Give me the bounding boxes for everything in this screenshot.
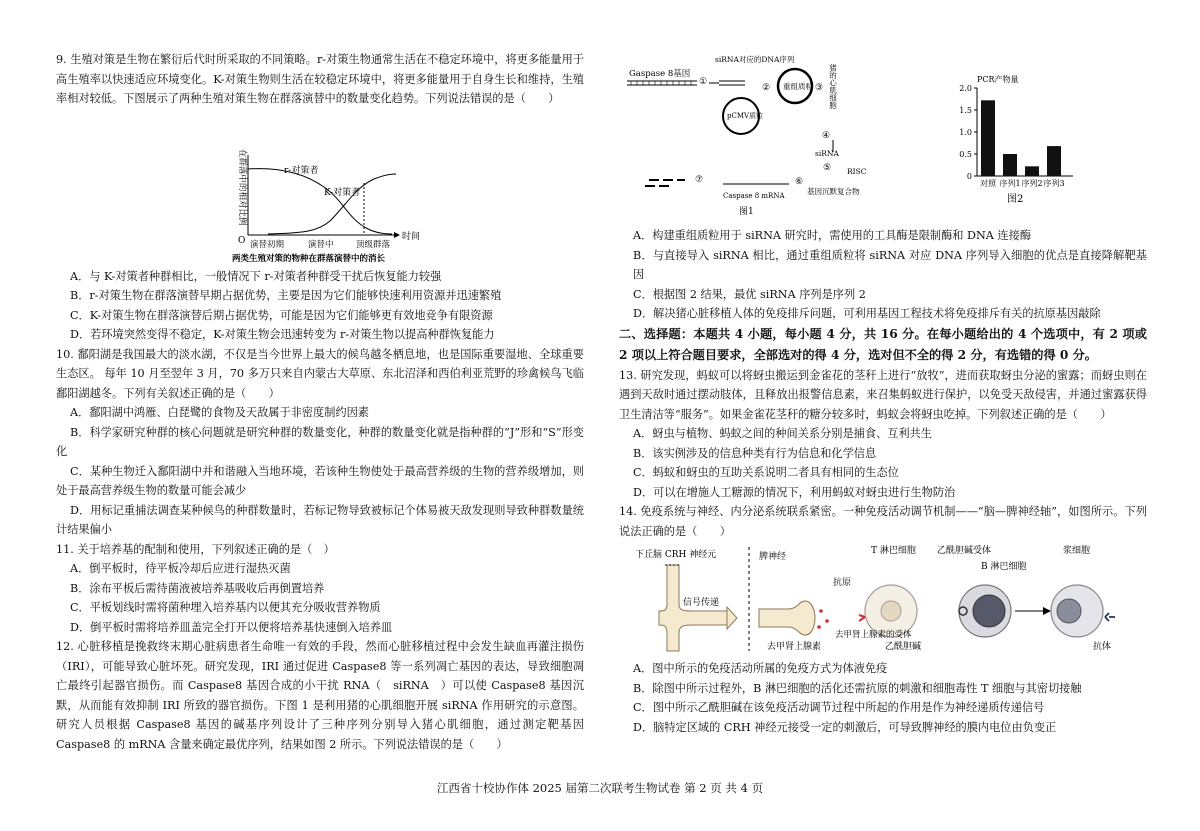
- q11-option-d: D．倒平板时需将培养皿盖完全打开以便将培养基快速倒入培养皿: [70, 620, 393, 634]
- q12-stem: 12. 心脏移植是挽救终末期心脏病患者生命唯一有效的手段，然而心脏移植过程中会发生缺血再灌注损伤（IRI），可能导致心脏坏死。研究发现，IRI 通过促进 Caspase8 等一系列凋亡基因的表达，导致细胞凋亡最终引起器官损伤。而 Caspase8 基因合成的小干扰 RNA（ siRNA ）可以使 Caspase8 基因沉默，从而能有效抑制 IRI 所致的器官损伤。下图 1 是利用猪的心肌细胞开展 siRNA 作用研究的示意图。研究人员根据 Caspase8 基因的碱基序列设计了三种序列分别导入猪心肌细胞，通过测定靶基因 Caspase8 的 mRNA 含量来确定最优序列，结果如图 2 所示。下列说法错误的是（ ）: [56, 640, 584, 751]
- q14-brain-spleen-axis-figure: [619, 541, 1147, 659]
- q10-stem: 10. 鄱阳湖是我国最大的淡水湖，不仅是当今世界上最大的候鸟越冬栖息地，也是国际重要湿地、全球重要生态区。 每年 10 月至翌年 3 月，70 多万只来自内蒙古大草原、东北沼泽和西伯利亚荒野的珍禽候鸟飞临鄱阳湖越冬。下列有关叙述正确的是（ ）: [56, 347, 584, 400]
- q11-option-c: C．平板划线时需将菌种埋入培养基内以便其充分吸收营养物质: [70, 601, 381, 614]
- q11-option-b: B．涂布平板后需待菌液被培养基吸收后再倒置培养: [70, 581, 325, 595]
- fig1-sirna: siRNA: [815, 149, 839, 158]
- fig1-pcmv: pCMV质粒: [727, 112, 764, 120]
- antibody-icon: [1105, 613, 1115, 621]
- fig2-bar: [1047, 146, 1061, 176]
- fig14-bcell: B 淋巴细胞: [981, 562, 1027, 572]
- fig14-plasma: 浆细胞: [1063, 546, 1091, 556]
- q13-stem: 13. 研究发现，蚂蚁可以将蚜虫搬运到金雀花的茎秆上进行“放牧”，进而获取蚜虫分泌的蜜露；而蚜虫则在遇到天敌时通过摆动肢体，且释放出报警信息素，来召集蚂蚁进行保护，以免受天敌侵害，并通过蜜露获得卫生清洁等“服务”。如果金雀花茎秆的糖分较多时，蚂蚁会将蚜虫吃掉。下列叙述正确的是（ ）: [619, 368, 1147, 421]
- step-3: ③: [815, 83, 824, 93]
- fig2-y-tick-label: 0: [966, 172, 972, 181]
- ne-molecule: [825, 619, 829, 623]
- left-column: [56, 50, 584, 754]
- ne-molecule: [817, 625, 821, 629]
- q12-fig2-bar-chart: [949, 72, 1079, 222]
- q14-option-b: B．除图中所示过程外，B 淋巴细胞的活化还需抗原的刺激和细胞毒性 T 细胞与其密切接触: [633, 681, 1082, 695]
- ne-molecule: [819, 609, 823, 613]
- q11-stem: 11. 关于培养基的配制和使用，下列叙述正确的是（ ）: [56, 542, 335, 556]
- fig14-signal: 信号传递: [683, 598, 720, 608]
- fig2-y-tick-label: 1.0: [959, 128, 972, 137]
- q10-option-c: C．某种生物迁入鄱阳湖中并和谐融入当地环境，若该种生物使处于最高营养级的生物的营养级增加，则处于最高营养级生物的数量可能会减少: [56, 464, 584, 497]
- crh-neuron-axon: [659, 565, 729, 651]
- q12-option-d: D．解决猪心脏移植人体的免疫排斥问题，可利用基因工程技术将免疫排斥有关的抗原基因敲除: [633, 307, 1101, 320]
- q14-option-c: C．图中所示乙酰胆碱在该免疫活动调节过程中所起的作用是作为神经递质传递信号: [633, 701, 1045, 714]
- fig14-ach: 乙酰胆碱: [885, 642, 922, 652]
- fig14-spleen: 脾神经: [759, 552, 787, 562]
- fig2-bar: [1003, 154, 1017, 176]
- q9-option-a: A．与 K-对策者种群相比，一般情况下 r-对策者种群受干扰后恢复能力较强: [70, 269, 442, 283]
- fig2-category-label: 序列2: [1021, 179, 1043, 188]
- fig2-y-tick-label: 2.0: [959, 84, 972, 93]
- page-footer: 江西省十校协作体 2025 届第二次联考生物试卷 第 2 页 共 4 页: [436, 781, 764, 795]
- step-5: ⑤: [823, 163, 832, 173]
- q9-option-d: D．若环境突然变得不稳定，K-对策生物会迅速转变为 r-对策生物以提高种群恢复能力: [70, 328, 495, 341]
- q9-stem: 9. 生殖对策是生物在繁衍后代时所采取的不同策略。r-对策生物通常生活在不稳定环境中，将更多能量用于高生殖率以快速适应环境变化。K-对策生物则生活在较稳定环境中，将更多能量用于自身生长和维持，生殖率相对较低。下图展示了两种生殖对策生物在群落演替中的数量变化趋势。下列说法错误的是（ ）: [56, 53, 584, 105]
- stage-climax: 顶级群落: [356, 239, 391, 250]
- q11-option-a: A．倒平板时，待平板冷却后应进行湿热灭菌: [70, 562, 291, 575]
- q13-option-a: A．蚜虫与植物、蚂蚁之间的种间关系分别是捕食、互利共生: [633, 427, 932, 440]
- q9-origin: O: [238, 235, 246, 246]
- stage-early: 演替初期: [250, 239, 285, 250]
- fig14-ach-receptor: 乙酰胆碱受体: [937, 546, 992, 556]
- q12-option-a: A．构建重组质粒用于 siRNA 研究时，需使用的工具酶是限制酶和 DNA 连接酶: [633, 229, 1032, 242]
- fig1-cells: 猪的心肌细胞: [828, 64, 838, 109]
- step-2: ②: [762, 83, 771, 93]
- fig1-dna-seq: siRNA对应的DNA序列: [715, 55, 795, 64]
- fig1-mrna: Caspase 8 mRNA: [723, 192, 785, 200]
- q13-option-d: D．可以在增施人工糖源的情况下，利用蚂蚁对蚜虫进行生物防治: [633, 485, 956, 499]
- stage-mid: 演替中: [308, 239, 334, 250]
- q13-option-b: B．该实例涉及的信息种类有行为信息和化学信息: [633, 446, 877, 460]
- degraded-mrna-fragments: [645, 180, 685, 186]
- right-column: [619, 54, 1147, 737]
- k-strategist-curve: [268, 174, 396, 234]
- fig1-recomb: 重组质粒: [783, 82, 813, 91]
- step-6: ⑥: [795, 177, 804, 187]
- k-label: K-对策者: [324, 187, 361, 198]
- q14-stem: 14. 免疫系统与神经、内分泌系统联系紧密。一种免疫活动调节机制——“脑—脾神经轴”，如图所示。下列说法正确的是（ ）: [619, 505, 1147, 538]
- q14-option-a: A．图中所示的免疫活动所属的免疫方式为体液免疫: [633, 662, 888, 675]
- q12-fig1-sirna-diagram: [619, 54, 919, 226]
- fig2-y-tick-label: 1.5: [959, 106, 972, 115]
- q12-option-b: B．与直接导入 siRNA 相比，通过重组质粒将 siRNA 对应 DNA 序列导入细胞的优点是直接降解靶基因: [633, 248, 1147, 281]
- q10-option-a: A．鄱阳湖中鸿雁、白琵鹭的食物及天敌属于非密度制约因素: [70, 406, 369, 419]
- fig14-ne: 去甲肾上腺素: [767, 642, 822, 652]
- fig14-tcell: T 淋巴细胞: [871, 546, 916, 556]
- fig14-antigen: 抗原: [833, 578, 852, 588]
- q9-option-b: B．r-对策生物在群落演替早期占据优势，主要是因为它们能够快速利用资源并迅速繁殖: [70, 289, 502, 302]
- fig2-bar: [981, 100, 995, 176]
- spleen-nerve: [759, 601, 815, 635]
- fig1-complex: 基因沉默复合物: [807, 187, 860, 196]
- q10-option-b: B．科学家研究种群的核心问题就是研究种群的数量变化，种群的数量变化就是指种群的“J”形和“S”形变化: [56, 425, 584, 458]
- fig14-ne-receptor: 去甲肾上腺素的受体: [835, 630, 912, 640]
- q10-option-d: D．用标记重捕法调查某种候鸟的种群数量时，若标记物导致被标记个体易被天敌发现则导致种群数量统计结果偏小: [56, 503, 584, 536]
- q9-succession-figure: [56, 139, 584, 267]
- q9-ylabel: 在群落中的相对比例: [237, 148, 247, 226]
- section-2-heading: 二、选择题：本题共 4 小题，每小题 4 分，共 16 分。在每小题给出的 4 个选项中，有 2 项或 2 项以上符合题目要求，全部选对的得 4 分，选对但不全的得 2 分，有选错的得 0 分。: [619, 326, 1147, 362]
- fig14-antibody: 抗体: [1093, 642, 1112, 652]
- fig2-ylabel: PCR产物量: [977, 75, 1019, 84]
- q9-fig-caption: 两类生殖对策的物种在群落演替中的消长: [232, 253, 386, 264]
- step-1: ①: [699, 77, 708, 87]
- fig1-risc: RISC: [847, 167, 867, 176]
- fig1-gene: Gaspase 8基因: [629, 69, 691, 79]
- fig2-category-label: 序列1: [999, 179, 1021, 188]
- q9-option-c: C．K-对策生物在群落演替后期占据优势，可能是因为它们能够更有效地竞争有限资源: [70, 308, 493, 322]
- fig2-category-label: 对照: [980, 179, 996, 188]
- fig2-category-label: 序列3: [1043, 179, 1065, 188]
- q14-option-d: D．脑特定区域的 CRH 神经元接受一定的刺激后，可导致脾神经的膜内电位由负变正: [633, 720, 1057, 734]
- fig14-crh: 下丘脑 CRH 神经元: [635, 550, 717, 560]
- step-4: ④: [822, 131, 831, 141]
- step-7: ⑦: [695, 175, 704, 185]
- q13-option-c: C．蚂蚁和蚜虫的互助关系说明二者具有相同的生态位: [633, 466, 899, 479]
- q12-option-c: C．根据图 2 结果，最优 siRNA 序列是序列 2: [633, 287, 866, 301]
- q9-xaxis: 时间: [402, 231, 421, 242]
- r-label: r-对策者: [284, 165, 319, 176]
- fig2-caption: 图2: [1007, 194, 1024, 205]
- fig2-bar: [1025, 166, 1039, 176]
- fig1-caption: 图1: [739, 207, 754, 217]
- ne-receptor: [859, 615, 865, 621]
- fig2-y-tick-label: 0.5: [959, 150, 972, 159]
- r-strategist-curve: [248, 168, 392, 233]
